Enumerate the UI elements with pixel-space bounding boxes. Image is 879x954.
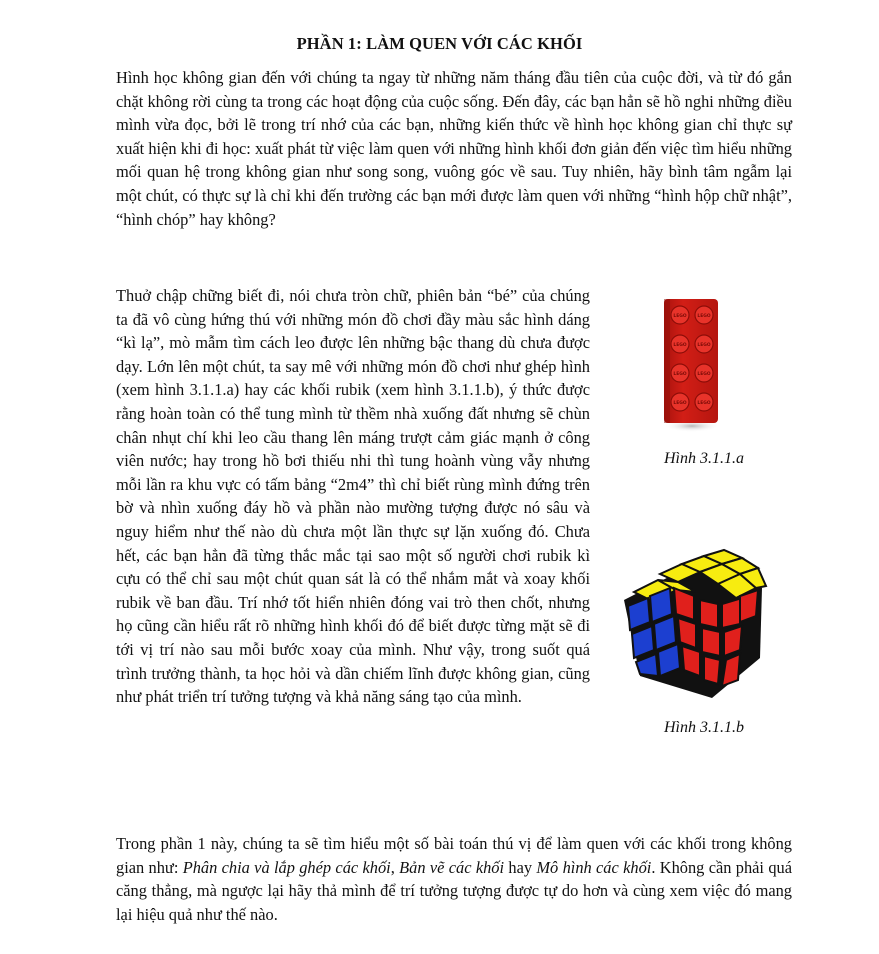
lego-stud-text: LEGO: [697, 314, 711, 319]
topic-models: Mô hình các khối: [536, 857, 652, 877]
lego-stud-text: LEGO: [673, 314, 687, 319]
lego-stud-text: LEGO: [697, 343, 711, 348]
lego-stud-text: LEGO: [697, 372, 711, 377]
rubik-cube-figure: [620, 548, 770, 708]
lego-brick-icon: [662, 293, 722, 433]
summary-text-end: . Không cần phải quá căng thẳng, mà ngược lại hãy thả mình để trí tưởng tượng được tự do hơn và cùng xem việc đó mang lại hiệu quả như thế nào.: [116, 857, 792, 924]
figure-caption-a: Hình 3.1.1.a: [664, 450, 744, 467]
lego-stud-text: LEGO: [673, 401, 687, 406]
figure-caption-b: Hình 3.1.1.b: [664, 719, 744, 736]
section-heading: PHẦN 1: LÀM QUEN VỚI CÁC KHỐI: [296, 34, 583, 53]
lego-stud-text: LEGO: [697, 401, 711, 406]
childhood-paragraph: Thuở chập chững biết đi, nói chưa tròn chữ, phiên bản “bé” của chúng ta đã vô cùng hứng thú với những món đồ chơi đầy màu sắc hình dáng “kì lạ”, mò mẫm tìm cách leo được lên những bậc thang dù chưa được dạy. Lớn lên một chút, ta say mê với những món đồ chơi như ghép hình (xem hình 3.1.1.a) hay các khối rubik (xem hình 3.1.1.b), ý thức được rằng hoàn toàn có thể tung mình từ thềm nhà xuống đất nhưng sẽ chùn chân nhụt chí khi leo cầu thang lên máng trượt cảm giác mạnh ở công viên nước; hay trong hồ bơi thiếu nhi thì tung hoành vùng vẫy nhưng mỗi lần ra khu vực có tấm bảng “2m4” thì chỉ biết rùng mình đứng trên bờ và nhìn xuống đáy hồ và phần nào mường tượng được nó sâu và nguy hiểm như thế nào dù chưa một lần thực sự lặn xuống đó. Chưa hết, các bạn hẳn đã từng thắc mắc tại sao một số người chơi rubik kì cựu có thể chỉ sau một chút quan sát là có thể nhắm mắt và xoay khối rubik về ban đầu. Trí nhớ tốt hiển nhiên đóng vai trò then chốt, nhưng họ cũng cần hiểu rất rõ những hình khối đó để biết được từng mặt sẽ đi tới vị trí nào sau mỗi bước xoay của mình. Như vậy, trong suốt quá trình trưởng thành, ta học hỏi và dần chiếm lĩnh được không gian, cũng như phát triển trí tưởng tượng và khả năng sáng tạo của mình.: [116, 286, 590, 707]
topic-drawings: Bản vẽ các khối: [399, 857, 505, 877]
summary-text: Trong phần 1 này, chúng ta sẽ tìm hiểu một số bài toán thú vị để làm quen với các khối trong không gian như:: [116, 834, 792, 877]
summary-paragraph: [116, 832, 792, 926]
lego-brick-figure: [662, 293, 722, 438]
separator: hay: [504, 857, 537, 877]
lego-stud-text: LEGO: [673, 372, 687, 377]
topic-dividing-assembling: Phân chia và lắp ghép các khối: [182, 857, 391, 877]
separator: ,: [390, 857, 400, 877]
lego-stud-text: LEGO: [673, 343, 687, 348]
rubik-cube-icon: [620, 548, 770, 703]
intro-paragraph: Hình học không gian đến với chúng ta ngay từ những năm tháng đầu tiên của cuộc đời, và từ đó gắn chặt không rời cùng ta trong các hoạt động của cuộc sống. Đến đây, các bạn hẳn sẽ hồ nghi những điều mình vừa đọc, bởi lẽ trong trí nhớ của các bạn, những kiến thức về hình học không gian chỉ thực sự xuất hiện khi đi học: xuất phát từ việc làm quen với những hình khối đơn giản đến việc tìm hiểu những mối quan hệ trong không gian như song song, vuông góc về sau. Tuy nhiên, hãy bình tâm ngẫm lại một chút, có thực sự là chỉ khi đến trường các bạn mới được làm quen với những “hình hộp chữ nhật”, “hình chóp” hay không?: [116, 68, 792, 229]
